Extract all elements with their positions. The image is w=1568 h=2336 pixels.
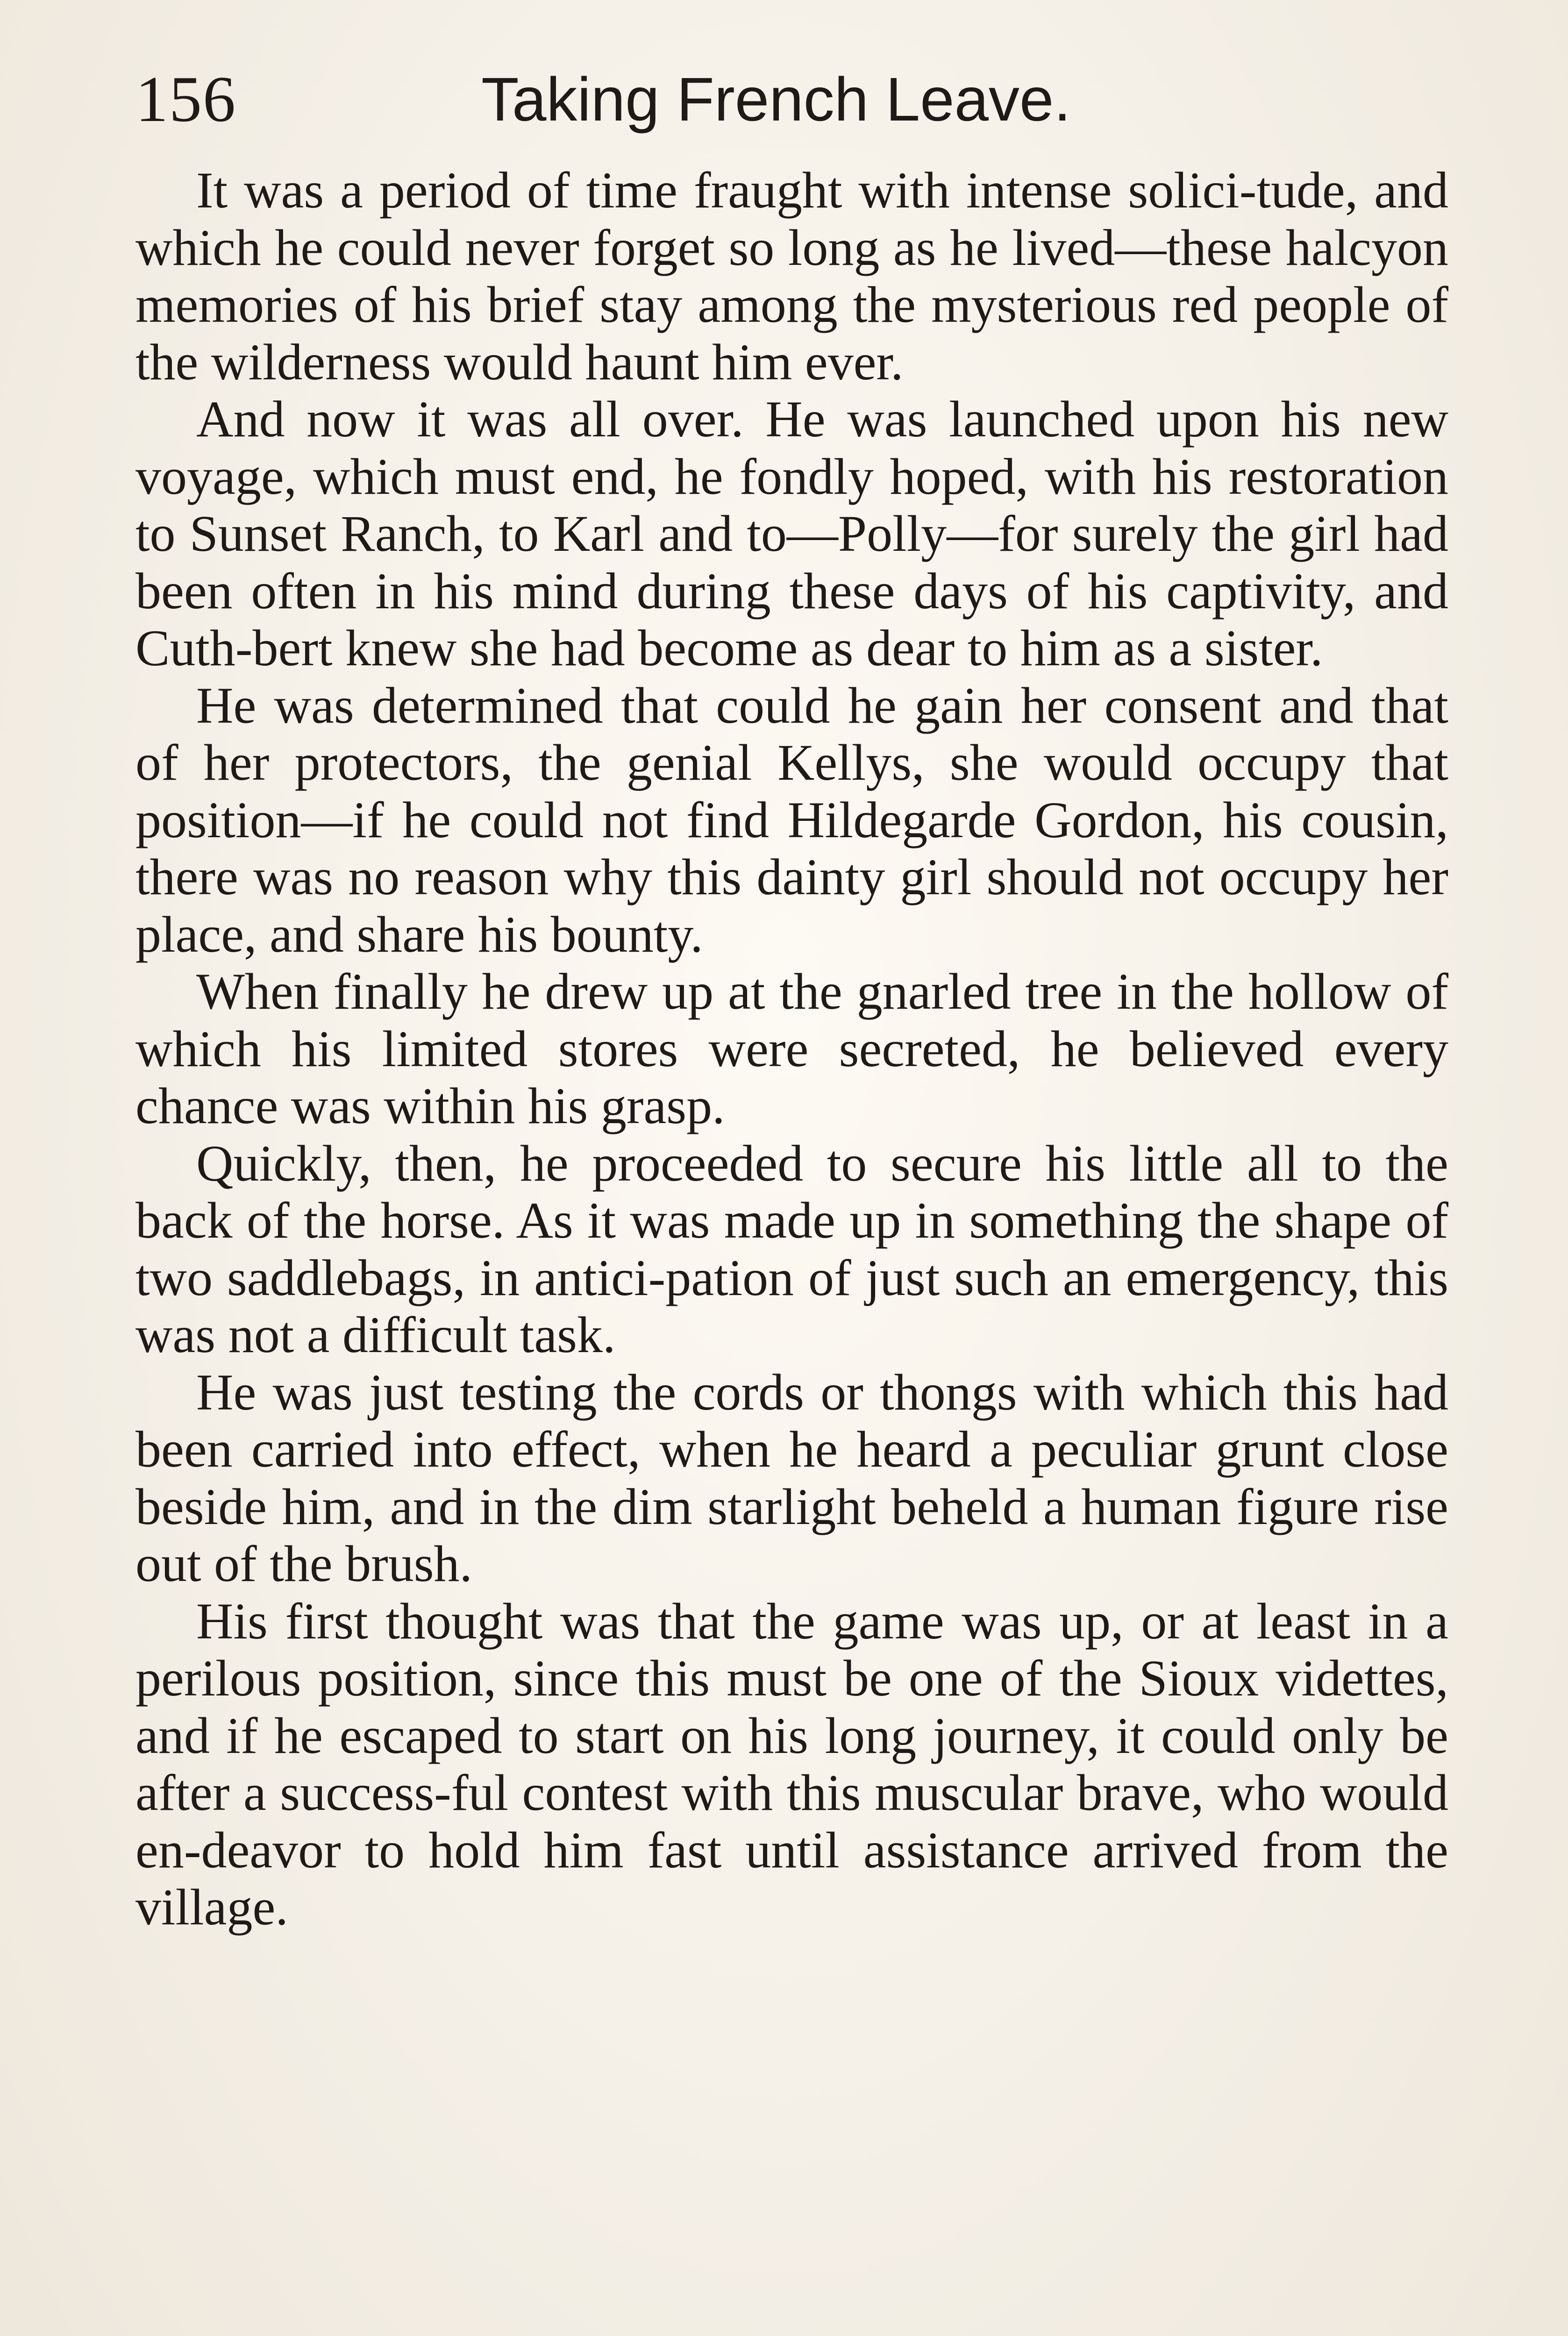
paragraph-5: Quickly, then, he proceeded to secure his little all to the back of the horse. As it was made up in something the shape of two saddlebags, in antici-pation of just such an emergency, this was not a difficult task. (135, 1134, 1448, 1363)
paragraph-7: His first thought was that the game was up, or at least in a perilous position, since this must be one of the Sioux videttes, and if he escaped to start on his long journey, it could only be after a success-ful contest with this muscular brave, who would en-deavor to hold him fast until assistance arrived from the village. (135, 1592, 1448, 1936)
paragraph-2: And now it was all over. He was launched upon his new voyage, which must end, he fondly hoped, with his restoration to Sunset Ranch, to Karl and to—Polly—for surely the girl had been often in his mind during these days of his captivity, and Cuth-bert knew she had become as dear to him as a sister. (135, 391, 1448, 677)
paragraph-6: He was just testing the cords or thongs with which this had been carried into effect, when he heard a peculiar grunt close beside him, and in the dim starlight beheld a human figure rise out of the brush. (135, 1363, 1448, 1592)
body-text (135, 162, 1448, 1936)
running-title: Taking French Leave. (481, 65, 1071, 134)
paragraph-3: He was determined that could he gain her consent and that of her protectors, the genial Kellys, she would occupy that position—if he could not find Hildegarde Gordon, his cousin, there was no reason why this dainty girl should not occupy her place, and share his bounty. (135, 677, 1448, 963)
paragraph-4: When finally he drew up at the gnarled tree in the hollow of which his limited stores were secreted, he believed every chance was within his grasp. (135, 963, 1448, 1134)
page-number: 156 (135, 63, 236, 135)
page-header (135, 60, 1439, 139)
paragraph-1: It was a period of time fraught with intense solici-tude, and which he could never forget so long as he lived—these halcyon memories of his brief stay among the mysterious red people of the wilderness would haunt him ever. (135, 162, 1448, 391)
